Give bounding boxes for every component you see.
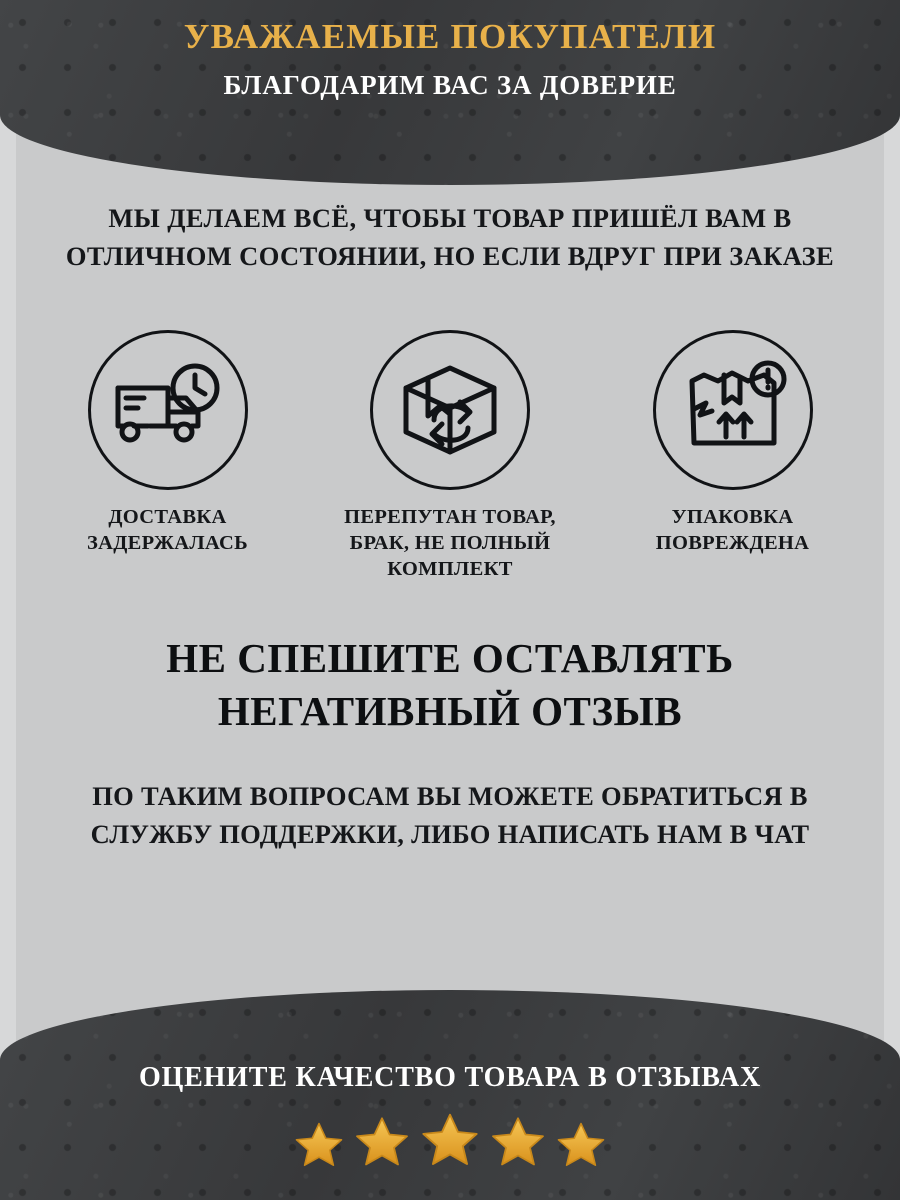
intro-text: МЫ ДЕЛАЕМ ВСЁ, ЧТОБЫ ТОВАР ПРИШЁЛ ВАМ В ОТЛИЧНОМ СОСТОЯНИИ, НО ЕСЛИ ВДРУГ ПРИ ЗАКАЗЕ — [65, 203, 835, 271]
headline-text: НЕ СПЕШИТЕ ОСТАВЛЯТЬ НЕГАТИВНЫЙ ОТЗЫВ — [166, 635, 734, 735]
damaged-package-icon — [653, 330, 813, 490]
issue-caption: ПЕРЕПУТАН ТОВАР, БРАК, НЕ ПОЛНЫЙ КОМПЛЕКТ — [344, 506, 556, 581]
right-rail-decoration — [884, 0, 900, 1200]
star-icon — [417, 1108, 483, 1172]
star-icon — [487, 1112, 549, 1172]
issues-row — [40, 330, 860, 583]
star-icon — [291, 1118, 347, 1172]
star-icon — [553, 1118, 609, 1172]
footer-title: ОЦЕНИТЕ КАЧЕСТВО ТОВАРА В ОТЗЫВАХ — [138, 1061, 762, 1093]
footer — [0, 1060, 900, 1172]
header — [0, 18, 900, 102]
box-return-arrow-icon — [370, 330, 530, 490]
support-text: ПО ТАКИМ ВОПРОСАМ ВЫ МОЖЕТЕ ОБРАТИТЬСЯ В СЛУЖБУ ПОДДЕРЖКИ, ЛИБО НАПИСАТЬ НАМ В ЧАТ — [90, 781, 810, 849]
page-title: УВАЖАЕМЫЕ ПОКУПАТЕЛИ — [183, 17, 717, 56]
issue-item-wrong-goods — [323, 330, 578, 583]
left-rail-decoration — [0, 0, 16, 1200]
delivery-truck-clock-icon — [88, 330, 248, 490]
issue-item-damaged-package — [605, 330, 860, 556]
rating-stars — [0, 1108, 900, 1172]
header-subtitle: БЛАГОДАРИМ ВАС ЗА ДОВЕРИЕ — [223, 69, 677, 100]
issue-item-delivery — [40, 330, 295, 556]
issue-caption: УПАКОВКА ПОВРЕЖДЕНА — [655, 506, 810, 555]
star-icon — [351, 1112, 413, 1172]
issue-caption: ДОСТАВКА ЗАДЕРЖАЛАСЬ — [87, 506, 248, 555]
